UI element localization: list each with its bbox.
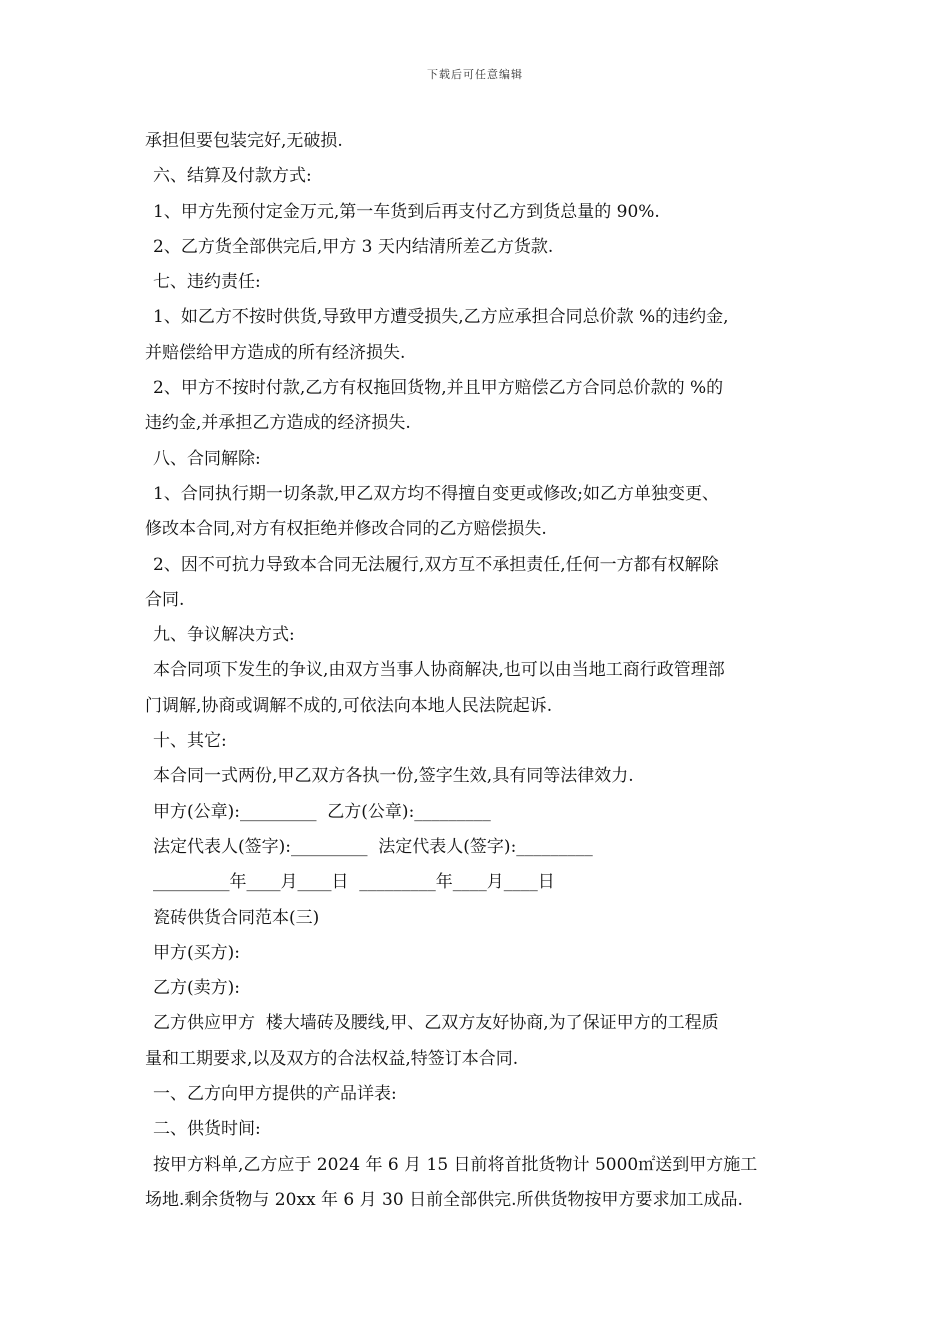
signature-line: 甲方(公章):_________ 乙方(公章):_________ [153,801,491,822]
section-heading: 六、结算及付款方式: [153,166,312,187]
section-heading: 九、争议解决方式: [153,625,295,646]
text-line: 本合同项下发生的争议,由双方当事人协商解决,也可以由当地工商行政管理部 [153,660,725,681]
document-body [145,124,815,1218]
date-line: _________年____月____日 _________年____月____日 [153,872,555,893]
section-heading: 七、违约责任: [153,272,261,293]
section-heading: 二、供货时间: [153,1119,261,1140]
document-title: 瓷砖供货合同范本(三) [153,907,320,928]
text-line: 承担但要包装完好,无破损. [145,131,343,151]
party-b-line: 乙方(卖方): [153,978,240,999]
text-line: 乙方供应甲方 楼大墙砖及腰线,甲、乙双方友好协商,为了保证甲方的工程质 [153,1013,719,1034]
section-heading: 十、其它: [153,731,227,752]
text-line: 门调解,协商或调解不成的,可依法向本地人民法院起诉. [145,695,553,716]
text-line: 1、甲方先预付定金万元,第一车货到后再支付乙方到货总量的 90%. [153,201,660,222]
text-line: 并赔偿给甲方造成的所有经济损失. [145,342,406,363]
page-header: 下载后可任意编辑 [427,68,523,81]
section-heading: 八、合同解除: [153,448,261,469]
text-line: 2、因不可抗力导致本合同无法履行,双方互不承担责任,任何一方都有权解除 [153,554,719,575]
signature-line: 法定代表人(签字):_________ 法定代表人(签字):_________ [153,836,593,857]
section-heading: 一、乙方向甲方提供的产品详表: [153,1084,397,1105]
text-line: 按甲方料单,乙方应于 2024 年 6 月 15 日前将首批货物计 5000㎡送到甲方施工 [153,1154,758,1175]
text-line: 违约金,并承担乙方造成的经济损失. [145,413,411,434]
text-line: 量和工期要求,以及双方的合法权益,特签订本合同. [145,1048,519,1069]
party-a-line: 甲方(买方): [153,942,240,963]
text-line: 2、乙方货全部供完后,甲方 3 天内结清所差乙方货款. [153,236,554,257]
text-line: 合同. [145,589,185,610]
text-line: 1、如乙方不按时供货,导致甲方遭受损失,乙方应承担合同总价款 %的违约金, [153,307,729,328]
text-line: 1、合同执行期一切条款,甲乙双方均不得擅自变更或修改;如乙方单独变更、 [153,483,719,504]
text-line: 场地.剩余货物与 20xx 年 6 月 30 日前全部供完.所供货物按甲方要求加工成品. [145,1189,743,1210]
text-line: 修改本合同,对方有权拒绝并修改合同的乙方赔偿损失. [145,519,547,540]
text-line: 2、甲方不按时付款,乙方有权拖回货物,并且甲方赔偿乙方合同总价款的 %的 [153,378,724,399]
text-line: 本合同一式两份,甲乙双方各执一份,签字生效,具有同等法律效力. [153,766,634,787]
